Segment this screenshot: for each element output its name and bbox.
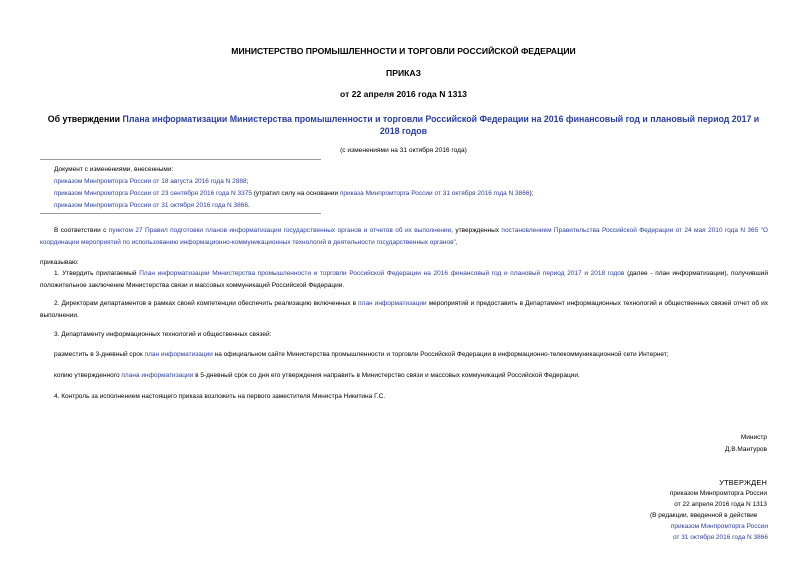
approved-line-1: приказом Минпромторга России — [669, 490, 767, 497]
document-title — [40, 113, 767, 137]
title-prefix: Об утверждении — [47, 114, 123, 124]
change-link-3866[interactable]: приказом Минпромторга России от 31 октября 2016 года N 3866 — [54, 202, 249, 209]
rules-point-27-link[interactable]: пунктом 27 Правил подготовки планов информатизации государственных органов и отчетов об их выполнении — [108, 227, 452, 234]
plan-link-1[interactable]: План информатизации Министерства промышленности и торговли Российской Федерации на 2016 финансовый год и плановый период 2017 и 2018 годов — [139, 270, 625, 277]
title-plan-link[interactable]: Плана информатизации Министерства промышленности и торговли Российской Федерации на 2016 финансовый год и плановый период 2017 и 2018 годов — [122, 114, 760, 136]
document-date: от 22 апреля 2016 года N 1313 — [340, 89, 467, 99]
paragraph-3a-text-1: разместить в 3-дневный срок — [54, 351, 145, 358]
change-link-3375[interactable]: приказом Минпромторга России от 23 сентября 2016 года N 3375 — [54, 190, 252, 197]
paragraph-1-text-1: 1. Утвердить прилагаемый — [54, 270, 140, 277]
paragraph-3b-text-1: копию утвержденного — [54, 372, 122, 379]
preamble-text-3: , — [455, 239, 458, 246]
approved-line-2: от 22 апреля 2016 года N 1313 — [674, 501, 767, 508]
paragraph-2-text-2: мероприятий и предоставить в Департамент информационных технологий и общественных связей отчет об их выполнении. — [40, 300, 769, 319]
change-item-2-middle: (утратил силу на основании — [251, 190, 340, 197]
paragraph-3b-text-2: в 5-дневный срок со дня его утверждения направить в Министерство связи и массовых коммуникаций Российской Федерации. — [193, 372, 580, 379]
changes-list — [54, 164, 534, 212]
preamble-text-2: , утвержденных — [451, 227, 502, 234]
change-link-2888[interactable]: приказом Минпромторга России от 18 августа 2016 года N 2888 — [54, 178, 247, 185]
change-item-1-suffix: ; — [246, 178, 249, 185]
paragraph-3a-text-2: на официальном сайте Министерства промышленности и торговли Российской Федерации в информационно-телекоммуникационной сети Интернет; — [212, 351, 669, 358]
paragraph-3: 3. Департаменту информационных технологий и общественных связей: — [54, 331, 272, 338]
plan-link-2[interactable]: план информатизации — [358, 300, 427, 307]
change-link-3866-repeal[interactable]: приказа Минпромторга России от 31 октября 2016 года N 3866 — [339, 190, 530, 197]
paragraph-3a — [40, 349, 768, 361]
changes-intro: Документ с изменениями, внесенными: — [54, 166, 174, 173]
approval-edition-note: (В редакции, введенной в действие — [650, 512, 758, 519]
bottom-divider — [40, 213, 321, 214]
change-item-2-suffix: ); — [529, 190, 534, 197]
order-word: приказываю: — [40, 259, 79, 266]
change-item-3-suffix: . — [248, 202, 250, 209]
paragraph-1-text-2: (далее - план информатизации), получивший положительное заключение Министерства связи и массовых коммуникаций Российской Федерации. — [40, 270, 768, 289]
document-type: ПРИКАЗ — [386, 68, 421, 78]
preamble-paragraph — [40, 225, 768, 249]
change-item-2 — [54, 188, 534, 200]
plan-link-3[interactable]: план информатизации — [144, 351, 213, 358]
edition-note: (с изменениями на 31 октября 2016 года) — [340, 147, 467, 154]
top-divider — [40, 159, 321, 160]
change-item-3 — [54, 200, 534, 212]
approval-edition-link-2[interactable]: от 31 октября 2016 года N 3866 — [672, 534, 768, 541]
paragraph-1 — [40, 268, 768, 292]
paragraph-2 — [40, 298, 768, 322]
ministry-heading: МИНИСТЕРСТВО ПРОМЫШЛЕННОСТИ И ТОРГОВЛИ РОССИЙСКОЙ ФЕДЕРАЦИИ — [231, 46, 576, 56]
plan-link-4[interactable]: плана информатизации — [121, 372, 194, 379]
approval-edition-link-1[interactable]: приказом Минпромторга России — [670, 523, 768, 530]
signatory-name: Д.В.Мантуров — [725, 446, 767, 453]
change-item-1 — [54, 176, 534, 188]
preamble-text-1: В соответствии с — [54, 227, 109, 234]
paragraph-2-text-1: 2. Директорам департаментов в рамках своей компетенции обеспечить реализацию включенных в — [54, 300, 359, 307]
approval-block — [670, 477, 767, 510]
paragraph-4: 4. Контроль за исполнением настоящего приказа возложить на первого заместителя Министра Никитина Г.С. — [54, 393, 386, 400]
paragraph-3b — [40, 370, 768, 382]
approval-edition — [649, 510, 768, 543]
signature-block — [725, 432, 767, 456]
government-decree-link[interactable]: постановлением Правительства Российской Федерации от 24 мая 2010 года N 365 "О координации мероприятий по использованию информационно-коммуникационных технологий в деятельности государственных органов" — [40, 227, 768, 246]
approved-heading: УТВЕРЖДЕН — [719, 478, 767, 487]
signatory-position: Министр — [740, 434, 767, 441]
